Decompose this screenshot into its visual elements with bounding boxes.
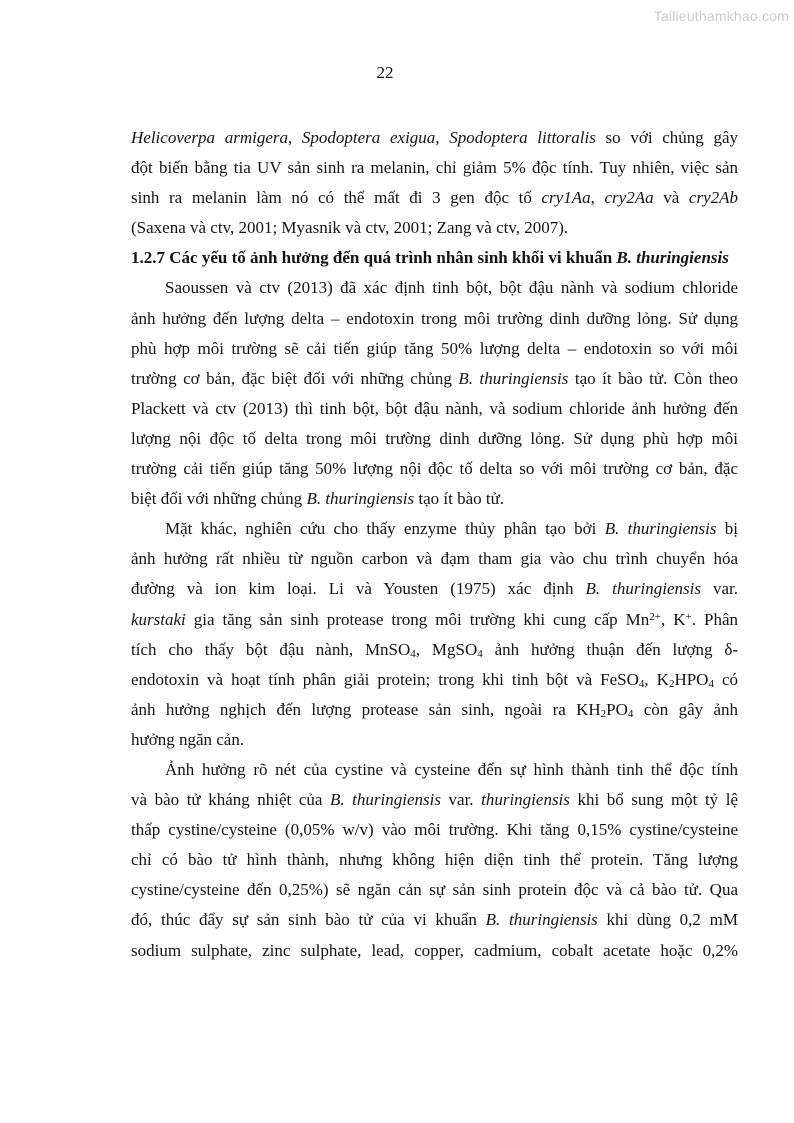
text-run: thấp cystine/cysteine (0,05% w/v) vào môi trường. Khi tăng 0,15% cystine/cysteine	[131, 820, 738, 840]
text-run: B. thuringiensis	[485, 910, 598, 930]
text-run: tạo ít bào tử. Còn theo	[568, 368, 738, 388]
text-line	[131, 514, 738, 544]
text-line	[131, 243, 738, 273]
text-run: kurstaki	[131, 609, 186, 629]
text-line	[131, 544, 738, 574]
text-run: 4	[627, 707, 634, 720]
text-run: lượng nội độc tố delta trong môi trường dinh dưỡng lỏng. Sử dụng phù hợp môi	[131, 428, 738, 448]
text-run: Saoussen và ctv (2013) đã xác định tinh bột, bột đậu nành và sodium chloride	[165, 278, 738, 298]
text-run: Ảnh hưởng rõ nét của cystine và cysteine đến sự hình thành tinh thể độc tính	[165, 759, 738, 779]
text-run: đó, thúc đẩy sự sản sinh bào tử của vi khuẩn	[131, 910, 486, 930]
text-line	[131, 183, 738, 213]
text-line	[131, 755, 738, 785]
text-run: B. thuringiensis	[616, 248, 729, 268]
text-run: đường và ion kim loại. Li và Yousten (1975) xác định	[131, 579, 586, 599]
text-run: 2+	[649, 610, 661, 623]
text-run: sodium sulphate, zinc sulphate, lead, copper, cadmium, cobalt acetate hoặc 0,2%	[131, 940, 738, 960]
text-run: ảnh hưởng đến lượng delta – endotoxin trong môi trường dinh dưỡng lỏng. Sử dụng	[131, 308, 738, 328]
text-run: ảnh hưởng thuận đến lượng δ-	[482, 639, 738, 659]
text-run: . Phân	[691, 609, 738, 629]
text-run: trường cơ bản, đặc biệt đối với những chủng	[131, 368, 459, 388]
paragraph	[131, 755, 738, 966]
text-line	[131, 936, 738, 966]
text-run: còn gây ảnh	[633, 699, 739, 719]
text-run: B. thuringiensis	[458, 368, 569, 388]
text-line	[131, 364, 738, 394]
text-line	[131, 454, 738, 484]
text-run: khi dùng 0,2 mM	[597, 910, 738, 930]
text-line	[131, 574, 738, 604]
text-line	[131, 424, 738, 454]
text-line	[131, 273, 738, 303]
text-run: 4	[708, 677, 714, 690]
text-line	[131, 394, 738, 424]
text-line	[131, 695, 738, 725]
text-line	[131, 665, 738, 695]
watermark-label: Tailieuthamkhao.com	[653, 8, 789, 24]
text-run: 4	[638, 677, 645, 690]
paragraph	[131, 123, 738, 243]
text-run: Mặt khác, nghiên cứu cho thấy enzyme thủy phân tạo bởi	[165, 519, 605, 539]
text-run: HPO	[674, 669, 709, 689]
text-run: so với chủng gây	[595, 128, 739, 147]
text-line	[131, 785, 738, 815]
text-run: tích cho thấy bột đậu nành, MnSO	[131, 639, 411, 659]
paragraph	[131, 514, 738, 755]
text-run: 2	[668, 677, 675, 690]
text-run: ảnh hưởng nghịch đến lượng protease sản sinh, ngoài ra KH	[131, 699, 601, 719]
text-line	[131, 334, 738, 364]
section-heading	[131, 243, 738, 273]
text-run: bị	[716, 519, 738, 539]
text-line	[131, 845, 738, 875]
text-run: 4	[477, 647, 483, 660]
text-run: hưởng ngăn cản.	[131, 729, 245, 749]
text-run: ảnh hưởng rất nhiều từ nguồn carbon và đạm tham gia vào chu trình chuyển hóa	[131, 549, 738, 569]
text-run: Helicoverpa armigera, Spodoptera exigua, Spodoptera littoralis	[131, 128, 596, 147]
document-body	[131, 123, 738, 966]
text-run: cry2Ab	[688, 188, 739, 208]
text-run: 2	[600, 707, 607, 720]
text-run: , K	[644, 669, 669, 689]
text-run: 4	[410, 647, 416, 660]
text-run: và	[653, 188, 689, 208]
page-number: 22	[376, 63, 394, 82]
paragraph	[131, 273, 738, 514]
text-run: , K	[661, 609, 686, 629]
text-line	[131, 725, 738, 755]
text-line	[131, 304, 738, 334]
text-run: PO	[606, 699, 628, 719]
text-run: biệt đối với những chủng	[131, 489, 307, 509]
text-line	[131, 905, 738, 935]
text-run: +	[685, 610, 692, 623]
text-run: gia tăng sản sinh protease trong môi trường khi cung cấp Mn	[185, 609, 650, 629]
text-run: phù hợp môi trường sẽ cải tiến giúp tăng 50% lượng delta – endotoxin so với môi	[131, 338, 738, 358]
text-run: endotoxin và hoạt tính phân giải protein; trong khi tinh bột và FeSO	[131, 669, 639, 689]
text-run: thuringiensis	[481, 790, 570, 810]
text-line	[131, 815, 738, 845]
text-run: và bào tử kháng nhiệt của	[131, 790, 330, 810]
text-run: Plackett và ctv (2013) thì tinh bột, bột đậu nành, và sodium chloride ảnh hưởng đến	[131, 398, 738, 418]
text-line	[131, 635, 738, 665]
text-run: B. thuringiensis	[306, 489, 415, 509]
text-line	[131, 875, 738, 905]
text-run: sinh ra melanin làm nó có thể mất đi 3 gen độc tố	[131, 188, 542, 208]
text-run: 1.2.7 Các yếu tố ảnh hưởng đến quá trình nhân sinh khối vi khuẩn	[131, 248, 617, 268]
text-run: B. thuringiensis	[585, 579, 701, 599]
text-run: có	[713, 669, 739, 689]
text-run: B. thuringiensis	[329, 790, 441, 810]
text-run: var.	[700, 579, 739, 599]
text-line	[131, 605, 738, 635]
text-run: tạo ít bào tử.	[414, 489, 505, 509]
text-run: var.	[440, 790, 482, 810]
text-line	[131, 484, 738, 514]
text-run: cystine/cysteine đến 0,25%) sẽ ngăn cản sự sản sinh protein độc và cả bào tử. Qua	[131, 880, 738, 900]
text-run: cry1Aa, cry2Aa	[541, 188, 654, 208]
text-run: B. thuringiensis	[604, 519, 717, 539]
text-line	[131, 153, 738, 183]
text-run: chỉ có bào tử hình thành, nhưng không hiện diện tinh thể protein. Tăng lượng	[131, 850, 738, 870]
text-run: trường cải tiến giúp tăng 50% lượng nội độc tố delta so với môi trường cơ bản, đặc	[131, 459, 738, 479]
text-run: , MgSO	[415, 639, 478, 659]
text-run: đột biến bằng tia UV sản sinh ra melanin, chỉ giảm 5% độc tính. Tuy nhiên, việc sản	[131, 158, 738, 178]
text-run: khi bổ sung một tỷ lệ	[569, 790, 739, 810]
text-line	[131, 123, 738, 153]
text-run: (Saxena và ctv, 2001; Myasnik và ctv, 2001; Zang và ctv, 2007).	[131, 218, 569, 238]
text-line	[131, 213, 738, 243]
